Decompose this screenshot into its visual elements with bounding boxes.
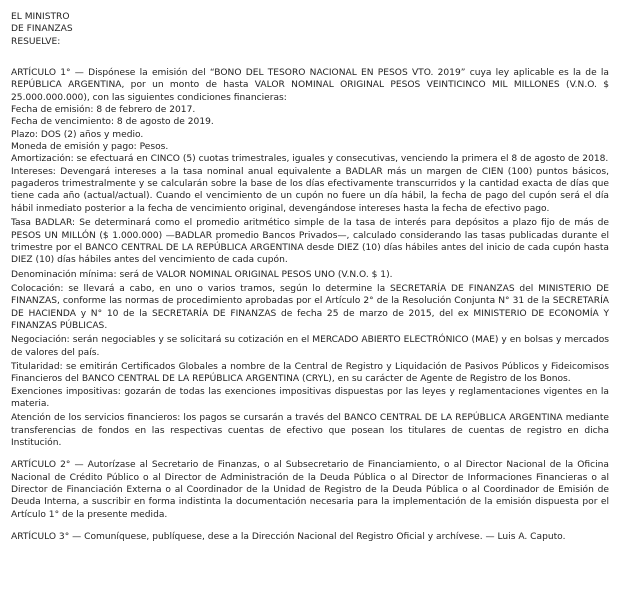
header-finance: DE FINANZAS [11, 24, 73, 35]
negotiation: Negociación: serán negociables y se solicitará su cotización en el MERCADO ABIERTO ELECTRÓNICO (MAE) y en bolsas y mercados de valores del país. [11, 335, 609, 358]
ownership: Titularidad: se emitirán Certificados Globales a nombre de la Central de Registro y Liquidación de Pasivos Públicos y Fideicomisos Financieros del BANCO CENTRAL DE LA REPÚBLICA ARGENTINA (CRYL), en su carácter de Agente de Registro de los Bonos. [11, 361, 609, 385]
article-1 [11, 67, 609, 449]
badlar-rate: Tasa BADLAR: Se determinará como el promedio aritmético simple de la tasa de interés para depósitos a plazo fijo de más de PESOS UN MILLÓN ($ 1.000.000) —BADLAR promedio Bancos Privados—, calculado considerando las tasas publicadas durante el trimestre por el BANCO CENTRAL DE LA REPÚBLICA ARGENTINA desde DIEZ (10) días hábiles antes del inicio de cada cupón hasta DIEZ (10) días hábiles antes del vencimiento de cada cupón. [11, 218, 609, 266]
article-2-text: ARTÍCULO 2° — Autorízase al Secretario de Finanzas, o al Subsecretario de Financiamiento, o al Director Nacional de la Oficina Nacional de Crédito Público o al Director de Administración de la Deuda Pública o al Director de Informaciones Financieras o al Director de Financiación Externa o al Coordinador de la Unidad de Registro de la Deuda Pública o al Coordinador de Emisión de Deuda Interna, a suscribir en forma indistinta la documentación necesaria para la implementación de la emisión dispuesta por el Artículo 1° de la presente medida. [11, 460, 609, 520]
amortization: Amortización: se efectuará en CINCO (5) cuotas trimestrales, iguales y consecutivas, venciendo la primera el 8 de agosto de 2018. [11, 154, 609, 165]
currency: Moneda de emisión y pago: Pesos. [11, 142, 169, 153]
financial-services: Atención de los servicios financieros: los pagos se cursarán a través del BANCO CENTRAL DE LA REPÚBLICA ARGENTINA mediante transferencias de fondos en las respectivas cuentas de efectivo que posean los titulares de cuentas de registro en dicha Institución. [11, 413, 609, 448]
issue-date: Fecha de emisión: 8 de febrero de 2017. [11, 105, 196, 116]
placement: Colocación: se llevará a cabo, en uno o varios tramos, según lo determine la SECRETARÍA DE FINANZAS del MINISTERIO DE FINANZAS, conforme las normas de procedimiento aprobadas por el Artículo 2° de la Resolución Conjunta N° 31 de la SECRETARÍA DE HACIENDA y N° 10 de la SECRETARÍA DE FINANZAS de fecha 25 de marzo de 2015, del ex MINISTERIO DE ECONOMÍA Y FINANZAS PÚBLICAS. [11, 283, 609, 331]
maturity-date: Fecha de vencimiento: 8 de agosto de 2019. [11, 117, 214, 128]
document-header [11, 11, 609, 48]
article-3 [11, 531, 609, 543]
interest: Intereses: Devengará intereses a la tasa nominal anual equivalente a BADLAR más un margen de CIEN (100) puntos básicos, pagaderos trimestralmente y se calcularán sobre la base de los días efectivamente transcurridos y la cantidad exacta de días que tiene cada año (actual/actual). Cuando el vencimiento de un cupón no fuere un día hábil, la fecha de pago del cupón será el día hábil inmediato posterior a la fecha de vencimiento original, devengándose intereses hasta la fecha de efectivo pago. [11, 166, 609, 214]
term: Plazo: DOS (2) años y medio. [11, 129, 144, 140]
article-3-text: ARTÍCULO 3° — Comuníquese, publíquese, dese a la Dirección Nacional del Registro Oficial y archívese. — Luis A. Caputo. [11, 532, 566, 543]
article-2 [11, 459, 609, 521]
header-resolves: RESUELVE: [11, 36, 61, 47]
header-minister: EL MINISTRO [11, 12, 70, 22]
tax-exemptions: Exenciones impositivas: gozarán de todas las exenciones impositivas dispuestas por las leyes y reglamentaciones vigentes en la materia. [11, 386, 609, 409]
article-1-intro: ARTÍCULO 1° — Dispónese la emisión del “BONO DEL TESORO NACIONAL EN PESOS VTO. 2019” cuya ley aplicable es la de la REPÚBLICA ARGENTINA, por un monto de hasta VALOR NOMINAL ORIGINAL PESOS VEINTICINCO MIL MILLONES (V.N.O. $ 25.000.000.000), con las siguientes condiciones financieras: [11, 68, 609, 103]
minimum-denomination: Denominación mínima: será de VALOR NOMINAL ORIGINAL PESOS UNO (V.N.O. $ 1). [11, 269, 393, 280]
